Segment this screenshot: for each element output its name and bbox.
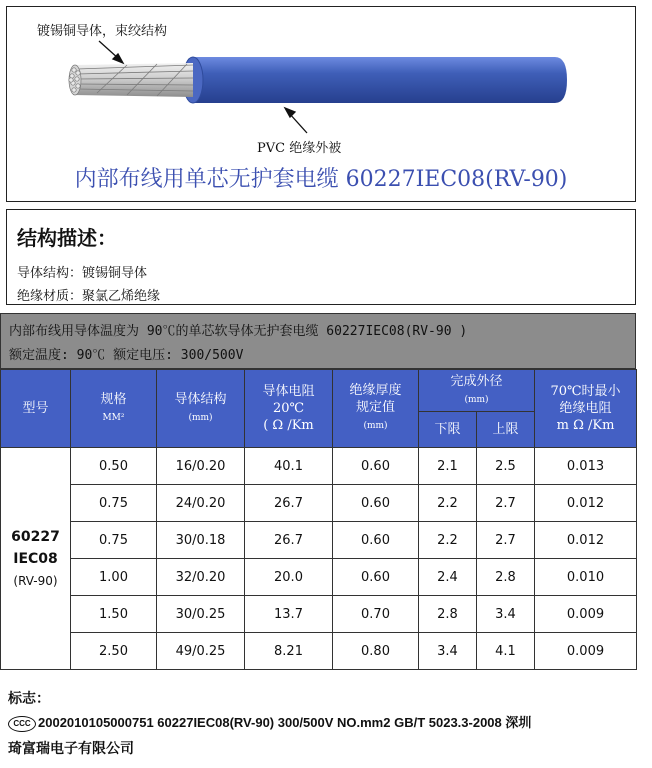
table-row	[1, 633, 637, 670]
cell-spec: 2.50	[71, 633, 157, 670]
header-insulation-resistance: 70℃时最小 绝缘电阻 m Ω /Km	[535, 370, 637, 448]
cell-spec: 0.75	[71, 485, 157, 522]
table-row	[1, 448, 637, 485]
cable-insulation-shape	[193, 57, 567, 103]
cell-od-upper: 2.8	[477, 559, 535, 596]
cell-thickness: 0.80	[333, 633, 419, 670]
cell-od-lower: 2.2	[419, 522, 477, 559]
cell-resistance: 20.0	[245, 559, 333, 596]
table-row	[1, 485, 637, 522]
marking-line	[8, 712, 531, 732]
insulation-material-text: 绝缘材质：聚氯乙烯绝缘	[17, 289, 161, 304]
summary-line-2: 额定温度: 90℃ 额定电压: 300/500V	[9, 348, 244, 363]
conductor-label: 镀锡铜导体，束绞结构	[37, 24, 168, 39]
cell-thickness: 0.60	[333, 485, 419, 522]
cell-insulation-resistance: 0.012	[535, 522, 637, 559]
cell-od-upper: 2.7	[477, 522, 535, 559]
summary-line-1: 内部布线用导体温度为 90℃的单芯软导体无护套电缆 60227IEC08(RV-90 )	[9, 324, 468, 339]
ccc-mark-icon: CCC	[8, 716, 36, 732]
cell-structure: 32/0.20	[157, 559, 245, 596]
cell-resistance: 26.7	[245, 485, 333, 522]
cell-thickness: 0.60	[333, 448, 419, 485]
header-spec: 规格 MM²	[71, 370, 157, 448]
arrow-to-insulation	[285, 108, 307, 133]
cell-od-upper: 2.5	[477, 448, 535, 485]
header-thickness: 绝缘厚度 规定值 (mm)	[333, 370, 419, 448]
cell-structure: 24/0.20	[157, 485, 245, 522]
header-outer-diameter: 完成外径 (mm)	[419, 370, 535, 412]
marking-text: 2002010105000751 60227IEC08(RV-90) 300/500V NO.mm2 GB/T 5023.3-2008 深圳	[38, 715, 532, 730]
spec-table-body	[1, 448, 637, 670]
cell-thickness: 0.60	[333, 522, 419, 559]
cell-insulation-resistance: 0.009	[535, 596, 637, 633]
structure-description	[6, 209, 636, 305]
cell-od-upper: 2.7	[477, 485, 535, 522]
header-structure: 导体结构 (mm)	[157, 370, 245, 448]
cell-structure: 16/0.20	[157, 448, 245, 485]
cell-insulation-resistance: 0.009	[535, 633, 637, 670]
cell-spec: 1.50	[71, 596, 157, 633]
cable-strand-ends	[69, 65, 81, 95]
conductor-structure-text: 导体结构：镀锡铜导体	[17, 266, 148, 281]
marking-title: 标志：	[8, 691, 50, 707]
cell-spec: 1.00	[71, 559, 157, 596]
cell-od-lower: 2.1	[419, 448, 477, 485]
cell-od-lower: 3.4	[419, 633, 477, 670]
cell-od-lower: 2.2	[419, 485, 477, 522]
product-title: 内部布线用单芯无护套电缆 60227IEC08(RV-90)	[74, 167, 568, 192]
product-hero	[6, 6, 636, 202]
header-resistance: 导体电阻 20℃ ( Ω /Km	[245, 370, 333, 448]
table-row	[1, 559, 637, 596]
cell-thickness: 0.60	[333, 559, 419, 596]
cell-spec: 0.50	[71, 448, 157, 485]
summary-band	[0, 313, 636, 369]
cell-od-lower: 2.4	[419, 559, 477, 596]
model-cell: 60227 IEC08 (RV-90)	[1, 448, 71, 670]
header-od-upper: 上限	[477, 412, 535, 448]
table-row	[1, 596, 637, 633]
insulation-label: PVC 绝缘外被	[257, 141, 342, 156]
structure-title: 结构描述：	[17, 226, 117, 250]
cell-resistance: 8.21	[245, 633, 333, 670]
cell-resistance: 40.1	[245, 448, 333, 485]
cable-conductor-shape	[73, 63, 193, 97]
cell-thickness: 0.70	[333, 596, 419, 633]
arrow-to-conductor	[99, 41, 123, 63]
spec-table	[0, 369, 637, 670]
cell-spec: 0.75	[71, 522, 157, 559]
cell-structure: 49/0.25	[157, 633, 245, 670]
cell-resistance: 13.7	[245, 596, 333, 633]
header-model: 型号	[1, 370, 71, 448]
cell-resistance: 26.7	[245, 522, 333, 559]
header-od-lower: 下限	[419, 412, 477, 448]
table-row	[1, 522, 637, 559]
cell-od-lower: 2.8	[419, 596, 477, 633]
cell-od-upper: 3.4	[477, 596, 535, 633]
cell-structure: 30/0.25	[157, 596, 245, 633]
cell-insulation-resistance: 0.012	[535, 485, 637, 522]
cell-insulation-resistance: 0.010	[535, 559, 637, 596]
cell-structure: 30/0.18	[157, 522, 245, 559]
cell-od-upper: 4.1	[477, 633, 535, 670]
company-name: 琦富瑞电子有限公司	[8, 741, 134, 757]
cell-insulation-resistance: 0.013	[535, 448, 637, 485]
